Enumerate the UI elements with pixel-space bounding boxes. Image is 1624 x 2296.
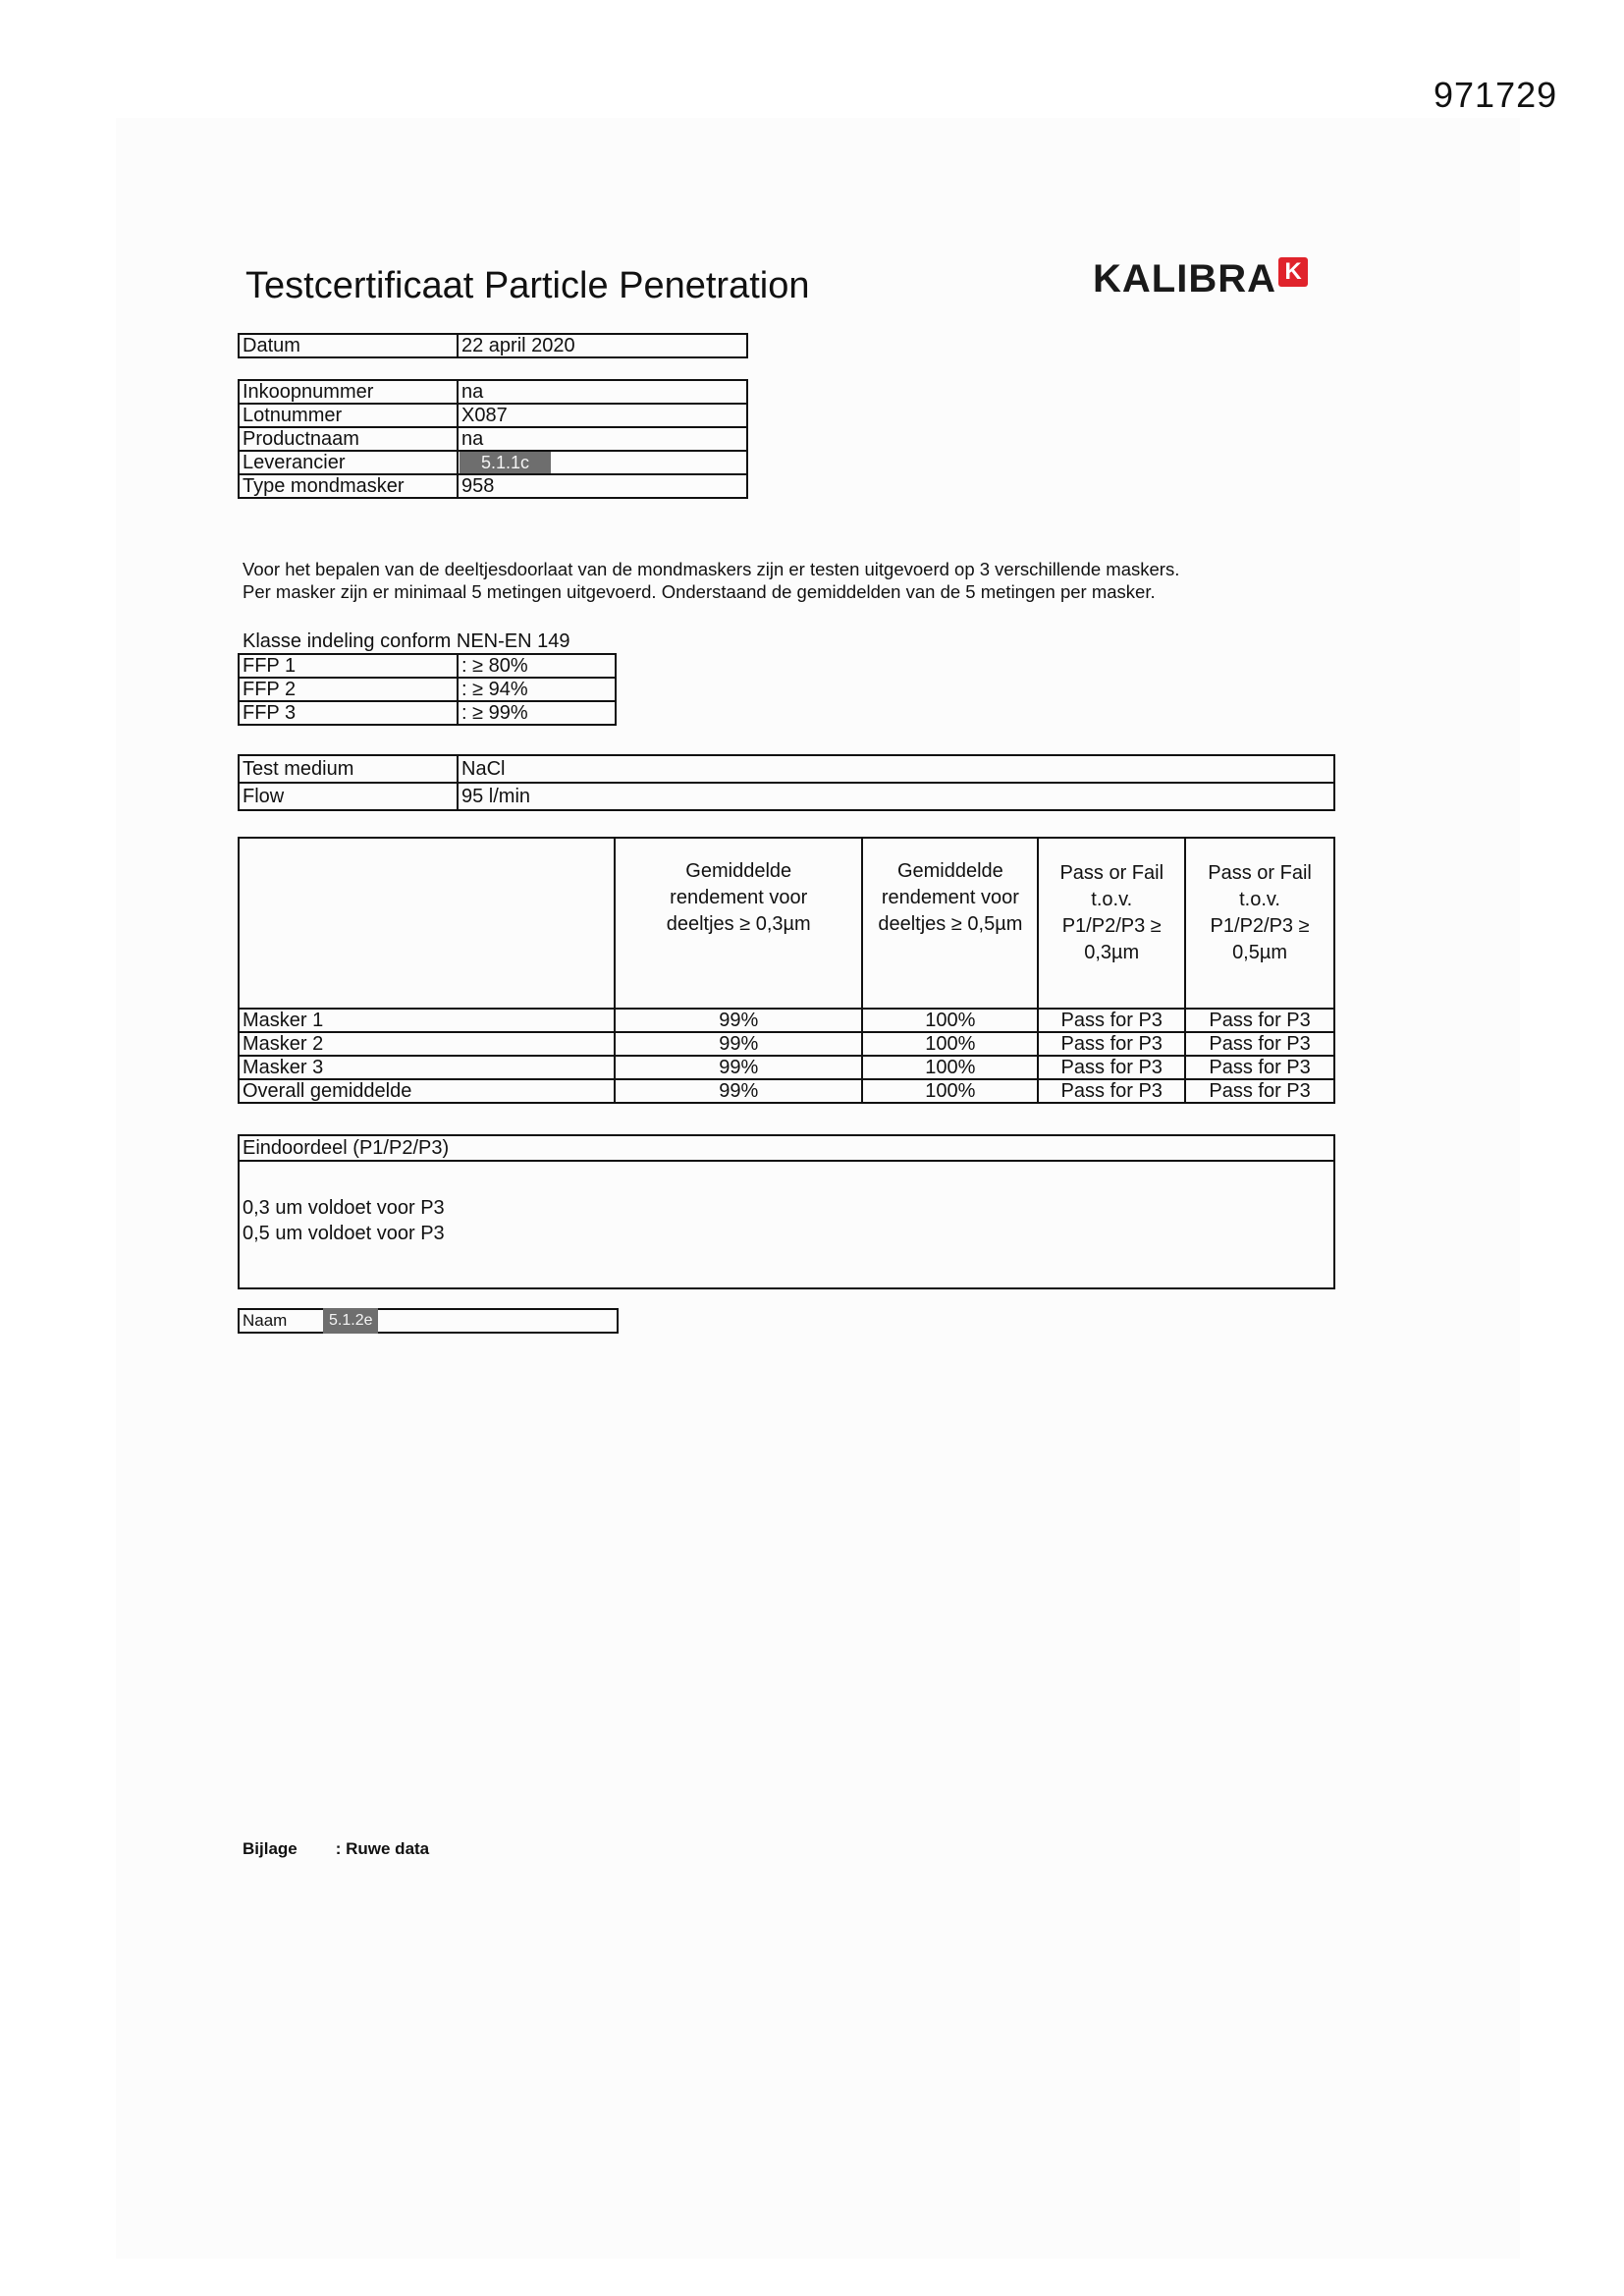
table-cell: 99% <box>615 1009 862 1032</box>
column-header: Gemiddelde rendement voor deeltjes ≥ 0,3µm <box>615 838 862 1009</box>
info-label: Type mondmasker <box>239 474 458 498</box>
klasse-label: FFP 1 <box>239 654 458 678</box>
table-row <box>239 1009 1334 1032</box>
info-value: X087 <box>458 404 747 427</box>
info-label: Lotnummer <box>239 404 458 427</box>
table-row <box>239 701 616 725</box>
info-label: Leverancier <box>239 451 458 474</box>
column-header <box>239 838 615 1009</box>
table-cell: Pass for P3 <box>1185 1032 1334 1056</box>
column-header: Pass or Fail t.o.v. P1/P2/P3 ≥ 0,5µm <box>1185 838 1334 1009</box>
table-cell: 100% <box>862 1056 1038 1079</box>
header-row <box>239 838 1334 1009</box>
row-label: Masker 2 <box>239 1032 615 1056</box>
row-label: Masker 3 <box>239 1056 615 1079</box>
table-cell: 100% <box>862 1032 1038 1056</box>
intro-line: Voor het bepalen van de deeltjesdoorlaat van de mondmaskers zijn er testen uitgevoerd op 3 verschillende maskers. <box>243 559 1180 579</box>
table-cell: Pass for P3 <box>1038 1032 1185 1056</box>
column-header: Pass or Fail t.o.v. P1/P2/P3 ≥ 0,3µm <box>1038 838 1185 1009</box>
logo-text: KALIBRA <box>1093 257 1276 301</box>
info-value: na <box>458 380 747 404</box>
medium-label: Test medium <box>239 755 458 783</box>
table-row <box>239 654 616 678</box>
column-header: Gemiddelde rendement voor deeltjes ≥ 0,5µm <box>862 838 1038 1009</box>
bijlage-label: Bijlage <box>243 1839 298 1858</box>
table-row <box>239 755 1334 783</box>
table-row <box>239 1032 1334 1056</box>
eindoordeel-box <box>238 1134 1335 1289</box>
intro-line: Per masker zijn er minimaal 5 metingen uitgevoerd. Onderstaand de gemiddelden van de 5 metingen per masker. <box>243 581 1156 602</box>
test-medium-table <box>238 754 1335 811</box>
table-cell: Pass for P3 <box>1038 1009 1185 1032</box>
eindoordeel-line: 0,5 um voldoet voor P3 <box>243 1223 445 1244</box>
table-cell: 99% <box>615 1056 862 1079</box>
table-cell: 99% <box>615 1032 862 1056</box>
table-cell: 100% <box>862 1009 1038 1032</box>
redaction-box: 5.1.1c <box>460 452 551 473</box>
table-cell: Pass for P3 <box>1038 1079 1185 1103</box>
medium-value: NaCl <box>458 755 1334 783</box>
info-label: Productnaam <box>239 427 458 451</box>
table-row <box>239 334 747 357</box>
table-cell: Pass for P3 <box>1185 1079 1334 1103</box>
row-label: Overall gemiddelde <box>239 1079 615 1103</box>
eindoordeel-body <box>240 1162 1333 1246</box>
eindoordeel-line: 0,3 um voldoet voor P3 <box>243 1197 445 1219</box>
datum-value: 22 april 2020 <box>458 334 747 357</box>
document-number: 971729 <box>1434 75 1558 115</box>
medium-label: Flow <box>239 783 458 810</box>
bijlage-line <box>243 1839 429 1859</box>
info-label: Inkoopnummer <box>239 380 458 404</box>
table-cell: 99% <box>615 1079 862 1103</box>
info-value: na <box>458 427 747 451</box>
datum-label: Datum <box>239 334 458 357</box>
klasse-value: : ≥ 80% <box>458 654 616 678</box>
table-row <box>239 427 747 451</box>
table-row <box>239 1056 1334 1079</box>
eindoordeel-heading: Eindoordeel (P1/P2/P3) <box>240 1136 1333 1162</box>
results-table <box>238 837 1335 1104</box>
table-row <box>239 1079 1334 1103</box>
info-value: 958 <box>458 474 747 498</box>
product-info-table <box>238 379 748 499</box>
klasse-label: FFP 3 <box>239 701 458 725</box>
klasse-heading: Klasse indeling conform NEN-EN 149 <box>243 630 570 652</box>
table-row <box>239 404 747 427</box>
page-title: Testcertificaat Particle Penetration <box>245 265 810 306</box>
redaction-box: 5.1.2e <box>323 1308 378 1334</box>
bijlage-value: : Ruwe data <box>335 1839 430 1858</box>
table-cell: Pass for P3 <box>1185 1009 1334 1032</box>
naam-label: Naam <box>243 1311 288 1330</box>
table-cell: Pass for P3 <box>1038 1056 1185 1079</box>
row-label: Masker 1 <box>239 1009 615 1032</box>
table-row <box>239 474 747 498</box>
klasse-value: : ≥ 99% <box>458 701 616 725</box>
kalibra-logo <box>1093 257 1308 302</box>
logo-k-icon: K <box>1278 257 1308 287</box>
info-value <box>458 451 747 474</box>
klasse-value: : ≥ 94% <box>458 678 616 701</box>
klasse-label: FFP 2 <box>239 678 458 701</box>
intro-text <box>243 558 1179 603</box>
datum-table <box>238 333 748 358</box>
table-row <box>239 783 1334 810</box>
table-cell: Pass for P3 <box>1185 1056 1334 1079</box>
klasse-table <box>238 653 617 726</box>
table-row <box>239 451 747 474</box>
table-row <box>239 380 747 404</box>
table-row <box>239 678 616 701</box>
table-cell: 100% <box>862 1079 1038 1103</box>
naam-field <box>238 1308 619 1334</box>
medium-value: 95 l/min <box>458 783 1334 810</box>
